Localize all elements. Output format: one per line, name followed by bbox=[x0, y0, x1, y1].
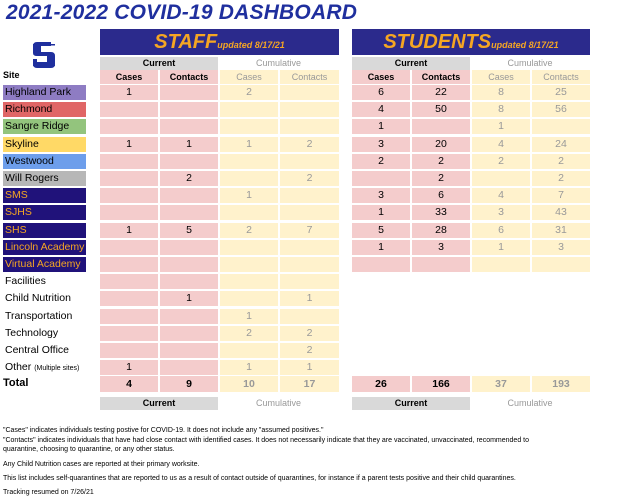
students-cum-contacts-cell: 31 bbox=[532, 223, 590, 238]
staff-cum-cases-cell bbox=[220, 291, 278, 306]
students-cases-header: Cases bbox=[352, 70, 410, 84]
dashboard-title: 2021-2022 COVID-19 DASHBOARD bbox=[6, 1, 358, 24]
students-contacts-cell bbox=[412, 119, 470, 134]
students-cum-cases-cell: 2 bbox=[472, 154, 530, 169]
students-cases-cell: 3 bbox=[352, 188, 410, 203]
staff-current-header: Current bbox=[100, 57, 218, 70]
staff-contacts-cell bbox=[160, 257, 218, 272]
staff-cases-cell: 1 bbox=[100, 137, 158, 152]
site-label bbox=[3, 326, 86, 341]
staff-cases-cell bbox=[100, 102, 158, 117]
staff-cumulative-footer: Cumulative bbox=[218, 397, 339, 410]
students-contacts-cell: 20 bbox=[412, 137, 470, 152]
staff-cases-cell bbox=[100, 188, 158, 203]
staff-cum-cases-cell: 2 bbox=[220, 223, 278, 238]
site-label bbox=[3, 171, 86, 186]
students-cases-cell: 1 bbox=[352, 240, 410, 255]
site-label bbox=[3, 274, 86, 289]
school-logo-icon bbox=[33, 42, 55, 68]
site-name: Facilities bbox=[5, 275, 46, 287]
staff-cum-contacts-cell bbox=[280, 85, 339, 100]
students-cases-cell: 5 bbox=[352, 223, 410, 238]
staff-cases-header: Cases bbox=[100, 70, 158, 84]
site-name: Transportation bbox=[5, 310, 73, 322]
site-label bbox=[3, 85, 86, 100]
staff-cum-contacts-cell: 2 bbox=[280, 326, 339, 341]
students-cum-cases-cell: 1 bbox=[472, 240, 530, 255]
staff-cases-cell bbox=[100, 343, 158, 358]
students-cum-contacts-cell: 25 bbox=[532, 85, 590, 100]
staff-cum-contacts-cell bbox=[280, 188, 339, 203]
students-contacts-header: Contacts bbox=[412, 70, 470, 84]
students-cum-contacts-cell: 3 bbox=[532, 240, 590, 255]
staff-cum-contacts-cell bbox=[280, 257, 339, 272]
staff-current-footer: Current bbox=[100, 397, 218, 410]
students-contacts-cell: 22 bbox=[412, 85, 470, 100]
note-child-nutrition: Any Child Nutrition cases are reported at their primary worksite. bbox=[3, 461, 200, 468]
staff-cum-contacts-cell bbox=[280, 274, 339, 289]
staff-cum-cases-cell: 2 bbox=[220, 85, 278, 100]
students-contacts-cell: 50 bbox=[412, 102, 470, 117]
staff-cum-cases-cell bbox=[220, 205, 278, 220]
site-label bbox=[3, 188, 86, 203]
staff-cum-cases-cell bbox=[220, 274, 278, 289]
staff-contacts-cell bbox=[160, 188, 218, 203]
students-cum-contacts-cell: 43 bbox=[532, 205, 590, 220]
total-students-cum-contacts: 193 bbox=[532, 376, 590, 392]
staff-cum-contacts-cell: 7 bbox=[280, 223, 339, 238]
students-cum-cases-header: Cases bbox=[472, 70, 530, 84]
note-self-quarantine: This list includes self-quarantines that are reported to us as a result of contact outside of quarantines, for instance if a parent tests positive and their child quarantines. bbox=[3, 475, 516, 482]
students-cases-cell: 6 bbox=[352, 85, 410, 100]
students-cum-cases-cell: 4 bbox=[472, 188, 530, 203]
total-students-cases: 26 bbox=[352, 376, 410, 392]
staff-cases-cell bbox=[100, 274, 158, 289]
staff-cum-contacts-cell: 1 bbox=[280, 291, 339, 306]
staff-contacts-cell bbox=[160, 154, 218, 169]
total-staff-cases: 4 bbox=[100, 376, 158, 392]
site-name: Sangre Ridge bbox=[5, 120, 70, 132]
staff-cum-cases-cell bbox=[220, 257, 278, 272]
staff-cum-cases-cell bbox=[220, 343, 278, 358]
note-contacts: "Contacts" indicates individuals that have had close contact with identified cases. It does not necessarily indicate that they are vaccinated, unvaccinated, recommended to quarantine, choosing to quarantine, or any other status. bbox=[3, 437, 529, 453]
students-cases-cell bbox=[352, 171, 410, 186]
staff-contacts-cell bbox=[160, 326, 218, 341]
students-current-footer: Current bbox=[352, 397, 470, 410]
total-staff-contacts: 9 bbox=[160, 376, 218, 392]
students-cum-cases-cell: 3 bbox=[472, 205, 530, 220]
site-name: Skyline bbox=[5, 138, 39, 150]
staff-cum-contacts-cell: 2 bbox=[280, 343, 339, 358]
students-cum-contacts-cell bbox=[532, 119, 590, 134]
staff-cum-contacts-cell: 2 bbox=[280, 171, 339, 186]
staff-cum-cases-cell: 1 bbox=[220, 137, 278, 152]
staff-cum-contacts-cell bbox=[280, 154, 339, 169]
staff-cases-cell bbox=[100, 240, 158, 255]
site-label bbox=[3, 291, 86, 306]
site-name: Other bbox=[5, 361, 32, 373]
staff-contacts-header: Contacts bbox=[160, 70, 218, 84]
total-students-contacts: 166 bbox=[412, 376, 470, 392]
site-label bbox=[3, 257, 86, 272]
students-cum-contacts-cell: 2 bbox=[532, 154, 590, 169]
staff-cum-cases-cell bbox=[220, 171, 278, 186]
staff-contacts-cell: 5 bbox=[160, 223, 218, 238]
staff-contacts-cell: 1 bbox=[160, 291, 218, 306]
staff-cum-contacts-cell: 2 bbox=[280, 137, 339, 152]
students-cum-cases-cell: 8 bbox=[472, 102, 530, 117]
total-students-cum-cases: 37 bbox=[472, 376, 530, 392]
staff-cases-cell bbox=[100, 154, 158, 169]
students-cumulative-footer: Cumulative bbox=[470, 397, 590, 410]
students-contacts-cell bbox=[412, 257, 470, 272]
note-tracking: Tracking resumed on 7/26/21 bbox=[3, 489, 94, 496]
site-name: Central Office bbox=[5, 344, 69, 356]
staff-cum-cases-cell: 1 bbox=[220, 309, 278, 324]
students-contacts-cell: 33 bbox=[412, 205, 470, 220]
site-label bbox=[3, 102, 86, 117]
staff-cases-cell: 1 bbox=[100, 223, 158, 238]
staff-cases-cell bbox=[100, 326, 158, 341]
staff-label: STAFF bbox=[154, 31, 218, 53]
note-cases: "Cases" indicates individuals testing postive for COVID-19. It does not include any "assumed positives." bbox=[3, 427, 324, 434]
site-name: Richmond bbox=[5, 103, 53, 115]
site-name: Lincoln Academy bbox=[5, 241, 85, 253]
staff-contacts-cell bbox=[160, 205, 218, 220]
students-updated: updated 8/17/21 bbox=[491, 40, 559, 50]
staff-cum-cases-cell: 1 bbox=[220, 188, 278, 203]
staff-cases-cell bbox=[100, 205, 158, 220]
staff-cases-cell: 1 bbox=[100, 85, 158, 100]
site-name: SHS bbox=[5, 224, 27, 236]
staff-cum-contacts-header: Contacts bbox=[280, 70, 339, 84]
staff-cum-contacts-cell bbox=[280, 240, 339, 255]
site-label bbox=[3, 360, 86, 375]
staff-contacts-cell bbox=[160, 360, 218, 375]
staff-cases-cell bbox=[100, 309, 158, 324]
site-name: Highland Park bbox=[5, 86, 71, 98]
site-column-header: Site bbox=[3, 70, 20, 80]
staff-contacts-cell bbox=[160, 343, 218, 358]
staff-banner bbox=[100, 29, 339, 55]
total-label: Total bbox=[3, 377, 29, 389]
site-name: Virtual Academy bbox=[5, 258, 81, 270]
staff-cum-cases-cell: 1 bbox=[220, 360, 278, 375]
staff-cases-cell bbox=[100, 119, 158, 134]
students-cases-cell: 4 bbox=[352, 102, 410, 117]
students-cases-cell: 1 bbox=[352, 205, 410, 220]
students-banner bbox=[352, 29, 590, 55]
students-current-header: Current bbox=[352, 57, 470, 70]
students-cum-contacts-cell: 56 bbox=[532, 102, 590, 117]
students-label: STUDENTS bbox=[383, 31, 492, 53]
students-cum-cases-cell: 4 bbox=[472, 137, 530, 152]
students-cases-cell: 3 bbox=[352, 137, 410, 152]
site-label bbox=[3, 205, 86, 220]
students-cum-cases-cell: 8 bbox=[472, 85, 530, 100]
staff-cum-cases-cell bbox=[220, 154, 278, 169]
staff-cum-contacts-cell bbox=[280, 309, 339, 324]
students-cumulative-header: Cumulative bbox=[470, 57, 590, 70]
students-cum-contacts-cell: 7 bbox=[532, 188, 590, 203]
staff-contacts-cell bbox=[160, 240, 218, 255]
staff-contacts-cell: 2 bbox=[160, 171, 218, 186]
site-name: Child Nutrition bbox=[5, 292, 71, 304]
staff-cases-cell bbox=[100, 171, 158, 186]
students-cases-cell: 1 bbox=[352, 119, 410, 134]
students-cum-contacts-header: Contacts bbox=[532, 70, 590, 84]
students-cases-cell bbox=[352, 257, 410, 272]
staff-contacts-cell bbox=[160, 309, 218, 324]
students-cum-contacts-cell bbox=[532, 257, 590, 272]
students-cum-cases-cell bbox=[472, 171, 530, 186]
site-name: Will Rogers bbox=[5, 172, 59, 184]
students-contacts-cell: 3 bbox=[412, 240, 470, 255]
staff-contacts-cell bbox=[160, 102, 218, 117]
staff-contacts-cell: 1 bbox=[160, 137, 218, 152]
site-label bbox=[3, 154, 86, 169]
site-label bbox=[3, 240, 86, 255]
staff-cum-cases-cell bbox=[220, 240, 278, 255]
site-name: Westwood bbox=[5, 155, 54, 167]
staff-cum-cases-cell bbox=[220, 102, 278, 117]
staff-updated: updated 8/17/21 bbox=[217, 40, 285, 50]
staff-cum-contacts-cell: 1 bbox=[280, 360, 339, 375]
staff-cum-contacts-cell bbox=[280, 205, 339, 220]
students-contacts-cell: 6 bbox=[412, 188, 470, 203]
students-contacts-cell: 28 bbox=[412, 223, 470, 238]
students-cum-contacts-cell: 2 bbox=[532, 171, 590, 186]
staff-contacts-cell bbox=[160, 274, 218, 289]
site-label bbox=[3, 309, 86, 324]
total-staff-cum-cases: 10 bbox=[220, 376, 278, 392]
staff-cases-cell bbox=[100, 257, 158, 272]
students-cum-cases-cell: 1 bbox=[472, 119, 530, 134]
staff-cum-cases-cell bbox=[220, 119, 278, 134]
site-name-suffix: (Multiple sites) bbox=[34, 365, 80, 372]
students-cum-cases-cell: 6 bbox=[472, 223, 530, 238]
site-label bbox=[3, 119, 86, 134]
staff-contacts-cell bbox=[160, 119, 218, 134]
staff-cum-cases-header: Cases bbox=[220, 70, 278, 84]
students-cum-contacts-cell: 24 bbox=[532, 137, 590, 152]
site-label bbox=[3, 223, 86, 238]
total-staff-cum-contacts: 17 bbox=[280, 376, 339, 392]
students-contacts-cell: 2 bbox=[412, 171, 470, 186]
site-name: Technology bbox=[5, 327, 59, 339]
staff-cum-cases-cell: 2 bbox=[220, 326, 278, 341]
site-label bbox=[3, 137, 86, 152]
staff-cases-cell bbox=[100, 291, 158, 306]
site-name: SJHS bbox=[5, 206, 32, 218]
staff-cases-cell: 1 bbox=[100, 360, 158, 375]
staff-cumulative-header: Cumulative bbox=[218, 57, 339, 70]
staff-contacts-cell bbox=[160, 85, 218, 100]
staff-cum-contacts-cell bbox=[280, 119, 339, 134]
students-cases-cell: 2 bbox=[352, 154, 410, 169]
students-cum-cases-cell bbox=[472, 257, 530, 272]
site-label bbox=[3, 343, 86, 358]
students-contacts-cell: 2 bbox=[412, 154, 470, 169]
site-name: SMS bbox=[5, 189, 28, 201]
staff-cum-contacts-cell bbox=[280, 102, 339, 117]
